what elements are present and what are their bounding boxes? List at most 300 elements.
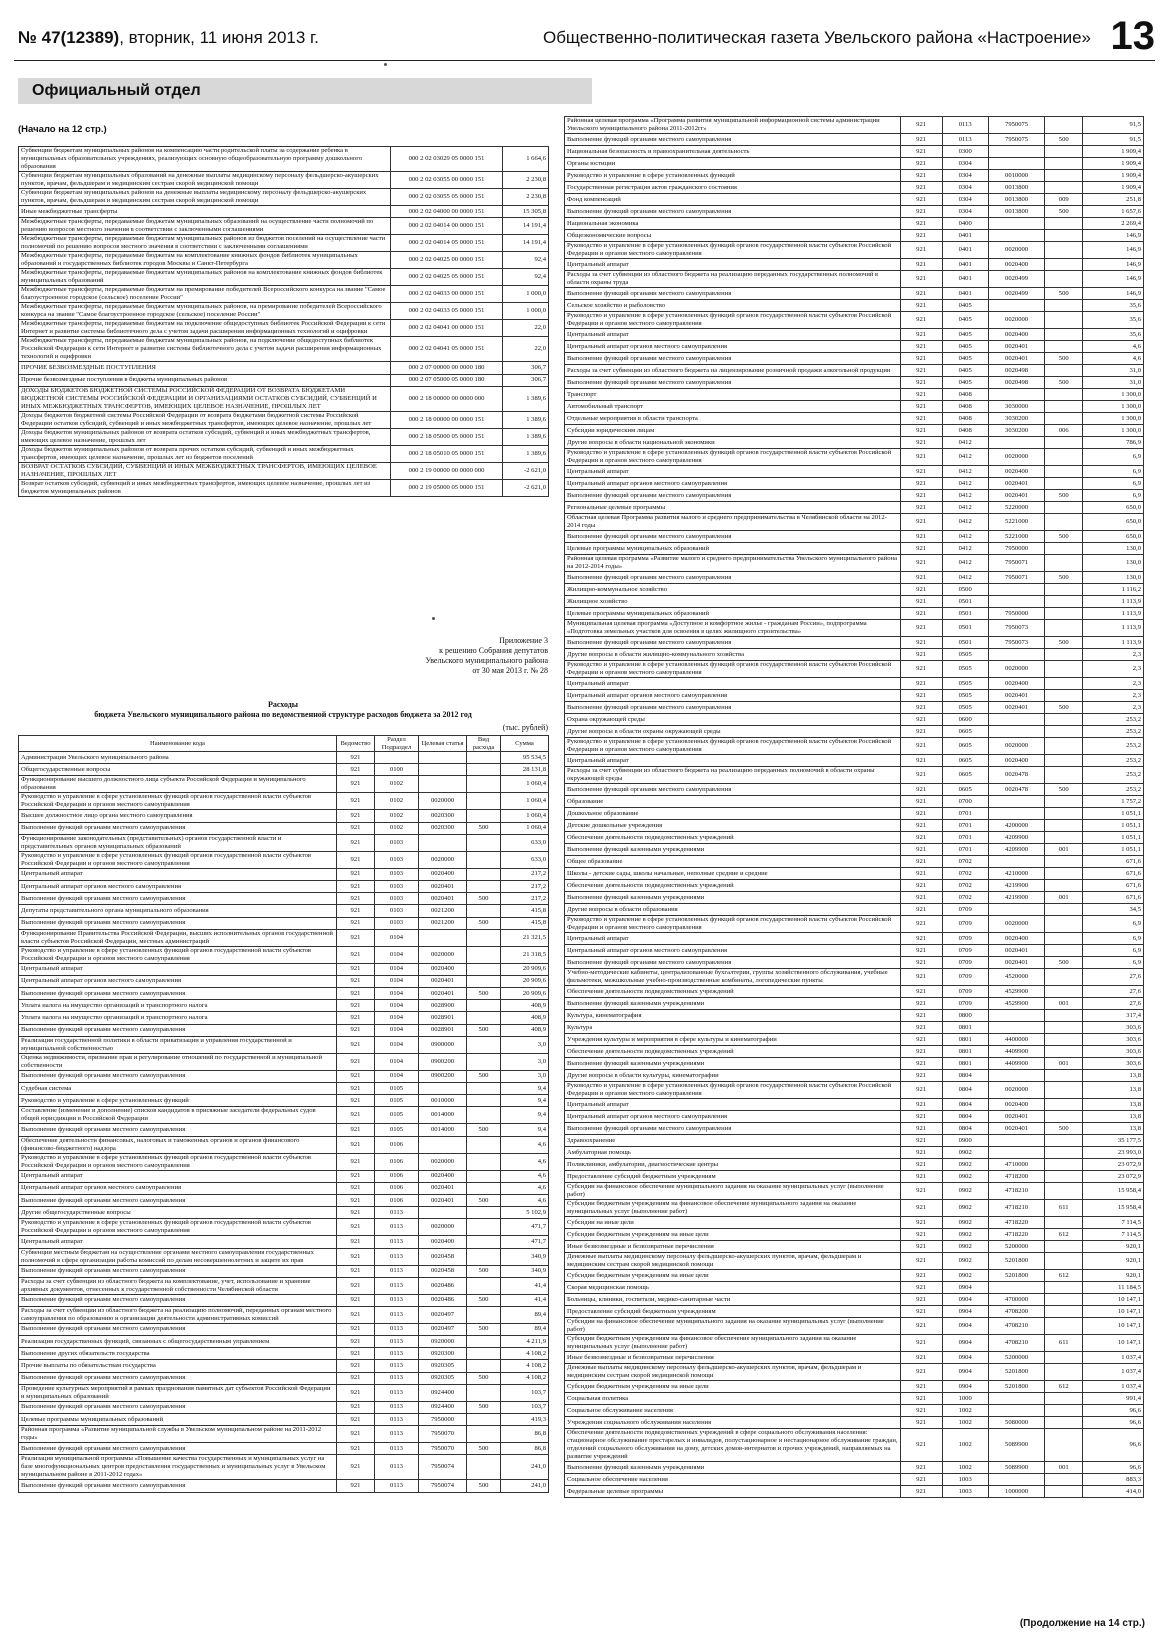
table-row: [565, 401, 1144, 413]
row-type-cell: [1045, 1135, 1083, 1147]
row-sum-cell: 35 177,5: [1083, 1135, 1144, 1147]
row-section-cell: 0105: [375, 1083, 419, 1095]
table-row: [565, 738, 1144, 755]
row-sum-cell: 303,6: [1083, 1034, 1144, 1046]
row-section-cell: 0412: [942, 514, 988, 531]
row-name-cell: Общегосударственные вопросы: [19, 764, 337, 776]
table-row: [565, 1200, 1144, 1217]
table-row: [565, 1217, 1144, 1229]
row-sum-cell: 41,4: [501, 1294, 549, 1306]
table-row: [19, 362, 549, 374]
row-name-cell: Предоставление субсидий бюджетным учреждениям: [565, 1171, 901, 1183]
row-sum-cell: 146,9: [1083, 271, 1144, 288]
row-target-cell: 7950000: [988, 543, 1045, 555]
row-dept-cell: 921: [337, 1194, 375, 1206]
row-sum-cell: 6,9: [1083, 490, 1144, 502]
row-type-cell: 500: [467, 1480, 501, 1492]
row-section-cell: 0106: [375, 1153, 419, 1170]
row-name-cell: Дошкольное образование: [565, 808, 901, 820]
row-section-cell: 0701: [942, 808, 988, 820]
row-sum-cell: 1 300,0: [1083, 389, 1144, 401]
row-name-cell: Учреждения социального обслуживания населения: [565, 1417, 901, 1429]
row-name-cell: Уплата налога на имущество организаций и транспортного налога: [19, 1000, 337, 1012]
row-sum-cell: 2,3: [1083, 702, 1144, 714]
row-section-cell: 0902: [942, 1253, 988, 1270]
row-name-cell: Социальная политика: [565, 1393, 901, 1405]
row-name-cell: Государственная регистрация актов гражданского состояния: [565, 182, 901, 194]
row-name-cell: Выполнение функций органами местного самоуправления: [565, 784, 901, 796]
row-section-cell: 0501: [942, 637, 988, 649]
row-target-cell: 7950075: [988, 134, 1045, 146]
row-type-cell: [467, 1236, 501, 1248]
row-sum-cell: 1 060,4: [501, 822, 549, 834]
row-target-cell: 7950075: [988, 117, 1045, 134]
row-name-cell: Другие вопросы в области культуры, кинематографии: [565, 1070, 901, 1082]
table-row: [19, 1000, 549, 1012]
row-type-cell: [467, 1219, 501, 1236]
row-type-cell: [467, 764, 501, 776]
row-name-cell: Депутаты представительного органа муниципального образования: [19, 905, 337, 917]
row-type-cell: [1045, 271, 1083, 288]
table-row: [19, 776, 549, 793]
row-sum-cell: 650,0: [1083, 514, 1144, 531]
row-dept-cell: 921: [900, 868, 942, 880]
row-name-cell: Субвенции бюджетам муниципальных районов на денежные выплаты медицинскому персоналу фельдшерско-акушерских пунктов, врачам, фельдшерам и медицинским сестрам скорой медицинской помощи: [19, 189, 391, 206]
table-row: [19, 1182, 549, 1194]
table-row: [19, 1136, 549, 1153]
row-name-cell: Культура: [565, 1022, 901, 1034]
row-name-cell: Выполнение функций органами местного самоуправления: [19, 1070, 337, 1082]
row-section-cell: 0709: [942, 904, 988, 916]
table-row: [19, 252, 549, 269]
row-sum-cell: 1 300,0: [1083, 401, 1144, 413]
row-dept-cell: 921: [900, 1306, 942, 1318]
table-row: [565, 206, 1144, 218]
table-row: [19, 851, 549, 868]
row-type-cell: 500: [467, 1294, 501, 1306]
table-row: [565, 531, 1144, 543]
row-section-cell: 0113: [375, 1414, 419, 1426]
row-name-cell: Центральный аппарат органов местного самоуправления: [565, 945, 901, 957]
row-section-cell: 0103: [375, 917, 419, 929]
row-dept-cell: 921: [900, 1135, 942, 1147]
row-type-cell: [1045, 1010, 1083, 1022]
row-sum-cell: 9,4: [501, 1095, 549, 1107]
row-name-cell: Выполнение функций органами местного самоуправления: [19, 893, 337, 905]
row-target-cell: 5200000: [988, 1241, 1045, 1253]
row-name-cell: Иные безвозмездные и безвозвратные перечисления: [565, 1352, 901, 1364]
row-type-cell: 001: [1045, 998, 1083, 1010]
row-section-cell: 0605: [942, 738, 988, 755]
table-row: [565, 1183, 1144, 1200]
row-dept-cell: 921: [900, 649, 942, 661]
row-dept-cell: 921: [900, 1318, 942, 1335]
row-dept-cell: 921: [337, 1124, 375, 1136]
row-type-cell: 500: [467, 822, 501, 834]
row-sum-cell: 217,2: [501, 868, 549, 880]
row-type-cell: [467, 963, 501, 975]
row-sum-cell: 253,2: [1083, 755, 1144, 767]
row-dept-cell: 921: [337, 868, 375, 880]
table-row: [565, 1241, 1144, 1253]
row-target-cell: [419, 776, 467, 793]
row-sum-cell: 1 664,6: [503, 147, 549, 172]
row-sum-cell: 20 909,6: [501, 963, 549, 975]
table-row: [565, 194, 1144, 206]
row-dept-cell: 921: [900, 808, 942, 820]
row-type-cell: [467, 1426, 501, 1443]
row-dept-cell: 921: [900, 1070, 942, 1082]
row-type-cell: [1045, 1486, 1083, 1498]
row-target-cell: 0021200: [419, 917, 467, 929]
row-target-cell: 0020401: [988, 490, 1045, 502]
row-type-cell: [467, 1360, 501, 1372]
row-target-cell: 0020400: [988, 1099, 1045, 1111]
row-section-cell: 0904: [942, 1282, 988, 1294]
table-row: [19, 303, 549, 320]
section-title: Официальный отдел: [18, 78, 592, 104]
row-target-cell: 0020400: [988, 933, 1045, 945]
row-section-cell: 0113: [375, 1323, 419, 1335]
row-type-cell: [1045, 502, 1083, 514]
row-type-cell: [1045, 242, 1083, 259]
row-section-cell: 0401: [942, 271, 988, 288]
row-type-cell: [1045, 986, 1083, 998]
table-row: [565, 300, 1144, 312]
row-dept-cell: 921: [900, 1171, 942, 1183]
row-name-cell: Межбюджетные трансферты, передаваемые бюджетам муниципальных районов, на подключение общедоступных библиотек Российской Федерации к сети Интернет и развитие системы библиотечного дела с учетом задачи расширения информационных технологий и оцифровки: [19, 337, 391, 362]
row-sum-cell: 1 051,1: [1083, 820, 1144, 832]
row-target-cell: 0020401: [988, 957, 1045, 969]
row-dept-cell: 921: [337, 988, 375, 1000]
row-dept-cell: 921: [900, 796, 942, 808]
row-dept-cell: 921: [900, 206, 942, 218]
row-section-cell: 0701: [942, 820, 988, 832]
row-type-cell: 500: [1045, 957, 1083, 969]
row-name-cell: Школы - детские сады, школы начальные, неполные средние и средние: [565, 868, 901, 880]
row-sum-cell: 303,6: [1083, 1022, 1144, 1034]
row-type-cell: [1045, 1070, 1083, 1082]
row-dept-cell: 921: [900, 478, 942, 490]
table-row: [19, 1443, 549, 1455]
table-row: [19, 286, 549, 303]
table-row: [19, 480, 549, 497]
row-target-cell: 0020401: [419, 975, 467, 987]
row-dept-cell: 921: [900, 755, 942, 767]
row-dept-cell: 921: [900, 1099, 942, 1111]
row-name-cell: Субсидии на финансовое обеспечение муниципального задания на оказание муниципальных услуг (выполнение работ): [565, 1318, 901, 1335]
table-row: [19, 374, 549, 386]
row-section-cell: 0104: [375, 1070, 419, 1082]
row-target-cell: 4718210: [988, 1200, 1045, 1217]
column-header: Сумма: [501, 736, 549, 752]
row-sum-cell: 671,6: [1083, 856, 1144, 868]
row-name-cell: Выполнение функций органами местного самоуправления: [19, 1265, 337, 1277]
row-type-cell: [1045, 1282, 1083, 1294]
row-name-cell: Выполнение функций органами местного самоуправления: [565, 957, 901, 969]
row-sum-cell: 146,9: [1083, 230, 1144, 242]
row-sum-cell: 671,6: [1083, 868, 1144, 880]
row-name-cell: Выполнение функций органами местного самоуправления: [19, 1294, 337, 1306]
row-code-cell: 000 2 18 00000 00 0000 000: [391, 387, 503, 412]
table-row: [565, 844, 1144, 856]
row-section-cell: 0104: [375, 1036, 419, 1053]
row-target-cell: 0028901: [419, 1012, 467, 1024]
row-sum-cell: 96,6: [1083, 1417, 1144, 1429]
row-section-cell: 0412: [942, 449, 988, 466]
table-row: [565, 1429, 1144, 1462]
row-target-cell: [419, 1136, 467, 1153]
row-target-cell: 0020486: [419, 1277, 467, 1294]
row-type-cell: 500: [1045, 572, 1083, 584]
row-sum-cell: 1 113,9: [1083, 637, 1144, 649]
row-type-cell: 001: [1045, 1462, 1083, 1474]
table-row: [565, 365, 1144, 377]
row-sum-cell: 408,9: [501, 1000, 549, 1012]
row-type-cell: [1045, 856, 1083, 868]
row-name-cell: Центральный аппарат органов местного самоуправления: [565, 478, 901, 490]
table-row: [565, 933, 1144, 945]
row-sum-cell: 1 300,0: [1083, 425, 1144, 437]
table-row: [565, 1282, 1144, 1294]
row-target-cell: 0020401: [419, 1182, 467, 1194]
row-name-cell: Центральный аппарат органов местного самоуправления: [565, 690, 901, 702]
row-sum-cell: 13,8: [1083, 1111, 1144, 1123]
row-section-cell: 0412: [942, 531, 988, 543]
row-name-cell: Руководство и управление в сфере установленных функций: [19, 1095, 337, 1107]
table-row: [565, 1270, 1144, 1282]
row-sum-cell: 13,8: [1083, 1123, 1144, 1135]
row-name-cell: Выполнение функций органами местного самоуправления: [19, 1401, 337, 1413]
row-name-cell: Доходы бюджетов муниципальных районов от возврата остатков субсидий, субвенций и иных межбюджетных трансфертов, имеющих целевое назначение, прошлых лет: [19, 429, 391, 446]
row-sum-cell: 303,6: [1083, 1058, 1144, 1070]
row-target-cell: [988, 1474, 1045, 1486]
table-row: [19, 1124, 549, 1136]
page-header: [14, 14, 1155, 61]
row-type-cell: [467, 1083, 501, 1095]
row-target-cell: 0010000: [988, 170, 1045, 182]
row-dept-cell: 921: [337, 1053, 375, 1070]
row-dept-cell: 921: [900, 957, 942, 969]
row-dept-cell: 921: [900, 1200, 942, 1217]
row-sum-cell: 1 389,6: [503, 387, 549, 412]
row-target-cell: 0020400: [988, 755, 1045, 767]
table-row: [565, 389, 1144, 401]
issue-date: , вторник, 11 июня 2013 г.: [119, 28, 319, 47]
row-type-cell: [1045, 1147, 1083, 1159]
row-name-cell: Районная целевая программа «Программа развития муниципальной информационной системы администрации Увельского муниципального района 2011-2012гг»: [565, 117, 901, 134]
row-type-cell: [1045, 341, 1083, 353]
row-sum-cell: 23 993,0: [1083, 1147, 1144, 1159]
row-section-cell: 0113: [375, 1265, 419, 1277]
row-target-cell: 7950074: [419, 1480, 467, 1492]
row-sum-cell: 4 108,2: [501, 1360, 549, 1372]
row-sum-cell: 96,6: [1083, 1405, 1144, 1417]
row-target-cell: 0020000: [988, 738, 1045, 755]
row-section-cell: 0401: [942, 288, 988, 300]
row-sum-cell: 471,7: [501, 1236, 549, 1248]
row-target-cell: [988, 1147, 1045, 1159]
row-type-cell: [1045, 413, 1083, 425]
row-target-cell: 0020000: [419, 1219, 467, 1236]
row-target-cell: 0013800: [988, 194, 1045, 206]
row-type-cell: 009: [1045, 194, 1083, 206]
row-target-cell: 5201800: [988, 1364, 1045, 1381]
row-sum-cell: 4,6: [501, 1194, 549, 1206]
table-row: [565, 784, 1144, 796]
row-sum-cell: 1 000,0: [503, 303, 549, 320]
table-row: [565, 230, 1144, 242]
row-name-cell: Выполнение функций органами местного самоуправления: [565, 206, 901, 218]
row-name-cell: Прочие выплаты по обязательствам государства: [19, 1360, 337, 1372]
table-row: [565, 490, 1144, 502]
row-section-cell: 0902: [942, 1171, 988, 1183]
row-section-cell: 0904: [942, 1364, 988, 1381]
row-dept-cell: 921: [900, 271, 942, 288]
row-section-cell: 0104: [375, 946, 419, 963]
row-sum-cell: 4 108,2: [501, 1372, 549, 1384]
row-type-cell: 500: [467, 1194, 501, 1206]
row-section-cell: 0113: [375, 1455, 419, 1480]
row-sum-cell: 6,9: [1083, 957, 1144, 969]
row-type-cell: [1045, 300, 1083, 312]
row-sum-cell: 130,0: [1083, 543, 1144, 555]
row-section-cell: 0405: [942, 329, 988, 341]
row-dept-cell: 921: [900, 1405, 942, 1417]
row-type-cell: [1045, 1253, 1083, 1270]
row-dept-cell: 921: [337, 1323, 375, 1335]
row-section-cell: 1003: [942, 1486, 988, 1498]
row-name-cell: Выполнение функций казенными учреждениями: [565, 1462, 901, 1474]
row-type-cell: [1045, 620, 1083, 637]
row-dept-cell: 921: [337, 1207, 375, 1219]
table-row: [19, 822, 549, 834]
row-name-cell: Руководство и управление в сфере установленных функций: [565, 170, 901, 182]
row-name-cell: Обеспечение деятельности подведомственных учреждений: [565, 1046, 901, 1058]
row-target-cell: 4409900: [988, 1046, 1045, 1058]
print-speck: [432, 617, 435, 620]
row-dept-cell: 921: [337, 929, 375, 946]
row-dept-cell: 921: [337, 1136, 375, 1153]
row-code-cell: 000 2 02 04033 00 0000 151: [391, 286, 503, 303]
row-target-cell: 5201800: [988, 1270, 1045, 1282]
row-section-cell: 0709: [942, 933, 988, 945]
row-target-cell: 0900200: [419, 1053, 467, 1070]
row-section-cell: 0702: [942, 892, 988, 904]
row-name-cell: Другие вопросы в области жилищно-коммунального хозяйства: [565, 649, 901, 661]
row-section-cell: 0804: [942, 1123, 988, 1135]
row-name-cell: Составление (изменение и дополнение) списков кандидатов в присяжные заседатели федеральных судов общей юрисдикции в Российской Федерации: [19, 1107, 337, 1124]
row-type-cell: [1045, 945, 1083, 957]
row-dept-cell: 921: [337, 1170, 375, 1182]
row-section-cell: 0412: [942, 502, 988, 514]
row-dept-cell: 921: [900, 466, 942, 478]
row-dept-cell: 921: [900, 784, 942, 796]
table-row: [19, 446, 549, 463]
column-header: Вид расхода: [467, 736, 501, 752]
row-target-cell: 0020401: [988, 1111, 1045, 1123]
row-type-cell: [467, 1153, 501, 1170]
row-target-cell: 0020000: [988, 449, 1045, 466]
row-section-cell: 0105: [375, 1095, 419, 1107]
row-section-cell: 0709: [942, 986, 988, 998]
table-row: [19, 868, 549, 880]
expense-title-line: бюджета Увельского муниципального района по ведомственной структуре расходов бюджета за 2012 год: [94, 710, 472, 719]
row-type-cell: [467, 810, 501, 822]
row-name-cell: Выполнение функций органами местного самоуправления: [19, 917, 337, 929]
row-target-cell: [988, 300, 1045, 312]
row-name-cell: Выполнение функций органами местного самоуправления: [565, 531, 901, 543]
row-name-cell: Региональные целевые программы: [565, 502, 901, 514]
row-target-cell: 0020499: [988, 271, 1045, 288]
row-sum-cell: 1 909,4: [1083, 158, 1144, 170]
row-dept-cell: 921: [900, 1462, 942, 1474]
row-section-cell: 0605: [942, 784, 988, 796]
row-type-cell: [467, 868, 501, 880]
row-section-cell: 0106: [375, 1182, 419, 1194]
row-target-cell: [988, 649, 1045, 661]
row-sum-cell: 1 909,4: [1083, 146, 1144, 158]
row-dept-cell: 921: [900, 1364, 942, 1381]
row-type-cell: 500: [467, 1265, 501, 1277]
row-sum-cell: 7 114,5: [1083, 1217, 1144, 1229]
row-type-cell: [1045, 117, 1083, 134]
table-row: [565, 259, 1144, 271]
row-section-cell: 0801: [942, 1034, 988, 1046]
row-sum-cell: 15 305,8: [503, 206, 549, 218]
row-type-cell: [1045, 401, 1083, 413]
row-name-cell: Центральный аппарат: [19, 1236, 337, 1248]
row-sum-cell: 6,9: [1083, 466, 1144, 478]
row-target-cell: 4718220: [988, 1229, 1045, 1241]
row-sum-cell: 1 116,2: [1083, 584, 1144, 596]
row-type-cell: 500: [1045, 353, 1083, 365]
table-row: [565, 543, 1144, 555]
row-sum-cell: 86,8: [501, 1443, 549, 1455]
table-row: [565, 1318, 1144, 1335]
row-section-cell: 0709: [942, 957, 988, 969]
row-type-cell: [467, 1207, 501, 1219]
table-row: [565, 945, 1144, 957]
row-sum-cell: 1 113,9: [1083, 608, 1144, 620]
row-target-cell: [419, 764, 467, 776]
row-sum-cell: 96,6: [1083, 1429, 1144, 1462]
row-section-cell: 0605: [942, 767, 988, 784]
row-sum-cell: 91,5: [1083, 117, 1144, 134]
row-name-cell: Руководство и управление в сфере установленных функций органов государственной власти субъектов Российской Федерации и органов местного самоуправления: [565, 1082, 901, 1099]
table-row: [565, 353, 1144, 365]
row-sum-cell: 146,9: [1083, 259, 1144, 271]
row-code-cell: 000 2 02 04025 00 0000 151: [391, 252, 503, 269]
row-name-cell: Руководство и управление в сфере установленных функций органов государственной власти субъектов Российской Федерации и органов местного самоуправления: [19, 851, 337, 868]
row-section-cell: 0701: [942, 832, 988, 844]
row-dept-cell: 921: [337, 834, 375, 851]
table-row: [565, 170, 1144, 182]
row-type-cell: 500: [467, 1372, 501, 1384]
row-type-cell: [467, 834, 501, 851]
row-section-cell: 0113: [375, 1306, 419, 1323]
row-target-cell: 4708210: [988, 1335, 1045, 1352]
row-type-cell: [1045, 259, 1083, 271]
row-target-cell: 0020400: [988, 329, 1045, 341]
row-type-cell: [1045, 767, 1083, 784]
row-section-cell: 0104: [375, 1012, 419, 1024]
row-name-cell: Выполнение функций органами местного самоуправления: [565, 134, 901, 146]
row-dept-cell: 921: [337, 1348, 375, 1360]
table-row: [19, 1095, 549, 1107]
row-section-cell: 0104: [375, 963, 419, 975]
row-dept-cell: 921: [900, 1486, 942, 1498]
